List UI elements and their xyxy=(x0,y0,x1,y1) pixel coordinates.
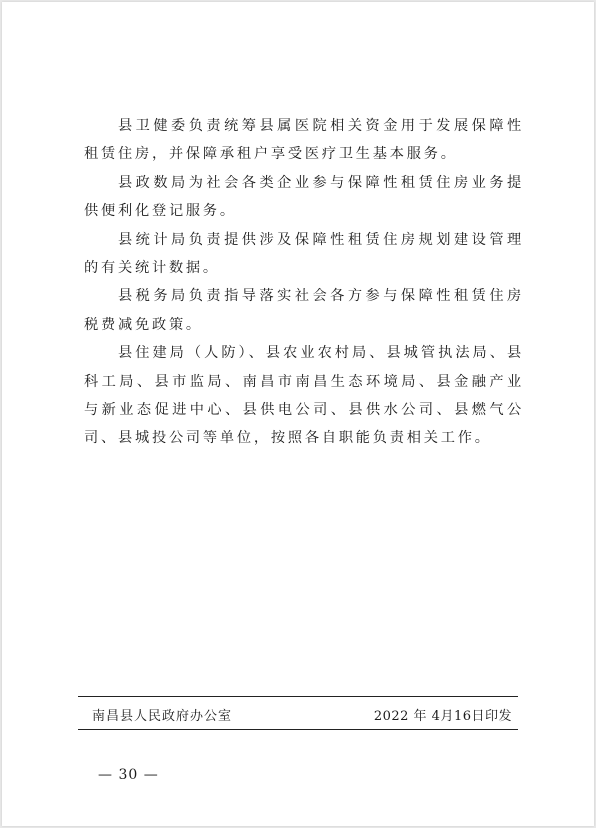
paragraph-tax-bureau: 县税务局负责指导落实社会各方参与保障性租赁住房税费减免政策。 xyxy=(84,288,524,333)
paragraph-data-bureau: 县政数局为社会各类企业参与保障性租赁住房业务提供便利化登记服务。 xyxy=(84,174,524,220)
issue-date: 2022 年 4月16日印发 xyxy=(373,709,512,724)
body-text xyxy=(84,112,524,453)
footer-bottom-rule xyxy=(78,729,518,730)
footer-top-rule xyxy=(78,696,518,697)
paragraph-other-units: 县住建局（人防）、县农业农村局、县城管执法局、县科工局、县市监局、南昌市南昌生态环境局、县金融产业与新业态促进中心、县供电公司、县供水公司、县燃气公司、县城投公司等单位，按照各自职能负责相关工作。 xyxy=(84,345,524,447)
issuer-name: 南昌县人民政府办公室 xyxy=(92,709,233,724)
document-page xyxy=(2,2,594,826)
paragraph-health-commission: 县卫健委负责统筹县属医院相关资金用于发展保障性租赁住房，并保障承租户享受医疗卫生基本服务。 xyxy=(84,118,524,163)
page-number: — 30 — xyxy=(98,767,159,783)
paragraph-statistics-bureau: 县统计局负责提供涉及保障性租赁住房规划建设管理的有关统计数据。 xyxy=(84,231,524,277)
issuance-footer xyxy=(92,705,512,725)
